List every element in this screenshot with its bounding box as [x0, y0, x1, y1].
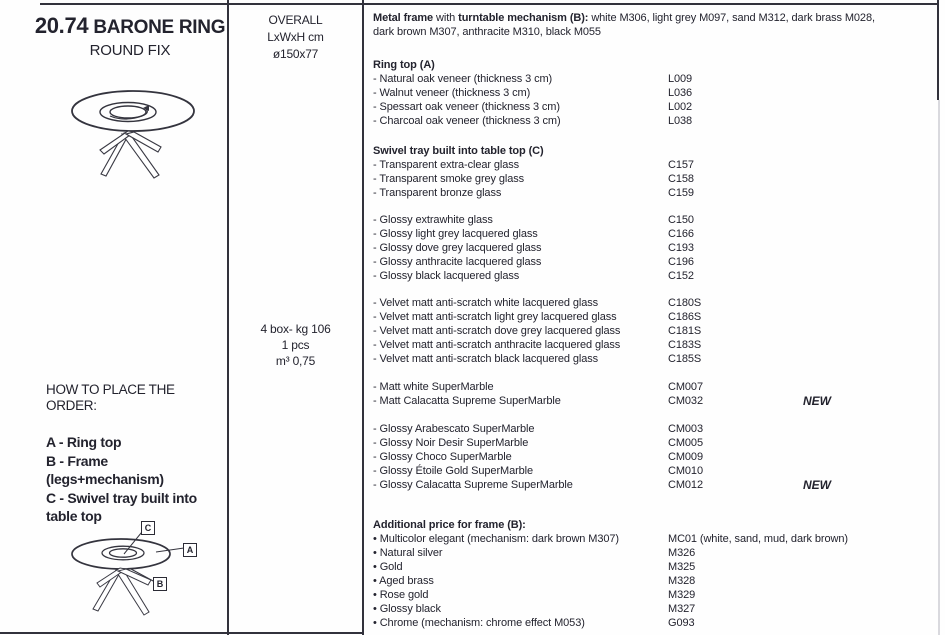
finish-code: M327 [668, 603, 696, 615]
metal-frame-note [364, 11, 918, 39]
price-row [364, 602, 939, 616]
product-subtitle: ROUND FIX [89, 42, 171, 59]
price-row [364, 158, 939, 172]
price-row [364, 352, 939, 366]
finish-code: CM009 [668, 451, 703, 463]
price-row [364, 296, 939, 310]
product-title [20, 13, 240, 39]
finish-code: M326 [668, 547, 696, 559]
column-divider-1 [227, 0, 229, 635]
finish-label: - Glossy extrawhite glass [373, 214, 493, 226]
finish-label: - Transparent extra-clear glass [373, 159, 520, 171]
price-row [364, 227, 939, 241]
finish-label: - Natural oak veneer (thickness 3 cm) [373, 73, 553, 85]
finish-label: - Matt white SuperMarble [373, 381, 494, 393]
section-heading-additional-frame: Additional price for frame (B): [373, 519, 526, 531]
price-row [364, 532, 939, 546]
finish-label: - Transparent smoke grey glass [373, 173, 525, 185]
finish-label: - Glossy light grey lacquered glass [373, 228, 538, 240]
finish-label: - Glossy black lacquered glass [373, 270, 520, 282]
price-row [364, 100, 939, 114]
price-row [364, 186, 939, 200]
finish-label: - Matt Calacatta Supreme SuperMarble [373, 395, 561, 407]
new-badge: NEW [803, 478, 831, 492]
finish-label: - Glossy Étoile Gold SuperMarble [373, 465, 534, 477]
price-row [364, 422, 939, 436]
finish-label: • Natural silver [373, 547, 443, 559]
finish-code: C186S [668, 311, 702, 323]
price-row [364, 338, 939, 352]
finish-code: C157 [668, 159, 694, 171]
frame-note-bold-2: turntable mechanism (B): [458, 12, 589, 24]
finish-label: - Spessart oak veneer (thickness 3 cm) [373, 101, 560, 113]
finish-code: CM007 [668, 381, 703, 393]
overall-dims: ø150x77 [272, 47, 319, 61]
new-badge: NEW [803, 394, 831, 408]
price-row [364, 114, 939, 128]
packing-info [229, 321, 362, 369]
finish-label: - Glossy Noir Desir SuperMarble [373, 437, 529, 449]
finish-label: • Chrome (mechanism: chrome effect M053) [373, 617, 585, 629]
finish-code: L038 [668, 115, 693, 127]
order-instructions [46, 382, 226, 526]
product-title-block [20, 13, 240, 59]
finish-code: C183S [668, 339, 702, 351]
section-heading-ring-top: Ring top (A) [373, 59, 435, 71]
frame-note-reg-1: with [433, 12, 459, 24]
finish-label: • Glossy black [373, 603, 441, 615]
finish-code: C150 [668, 214, 694, 226]
frame-note-bold-1: Metal frame [373, 12, 434, 24]
finish-label: - Walnut veneer (thickness 3 cm) [373, 87, 531, 99]
diagram-label-c: C [141, 521, 155, 535]
bottom-rule [0, 632, 364, 634]
product-name-text: BARONE RING [93, 17, 226, 38]
finish-code: M325 [668, 561, 696, 573]
finish-code: C166 [668, 228, 694, 240]
finish-code: MC01 (white, sand, mud, dark brown) [668, 533, 848, 545]
overall-label: OVERALL [268, 13, 323, 27]
finish-code: CM012 [668, 479, 703, 491]
finish-code: C193 [668, 242, 694, 254]
finish-label: • Rose gold [373, 589, 429, 601]
finish-label: • Multicolor elegant (mechanism: dark brown M307) [373, 533, 619, 545]
finish-label: - Glossy Calacatta Supreme SuperMarble [373, 479, 573, 491]
order-line-c: C - Swivel tray built into [46, 489, 197, 506]
finish-label: - Velvet matt anti-scratch anthracite lacquered glass [373, 339, 621, 351]
order-lines [46, 433, 226, 526]
finish-label: - Velvet matt anti-scratch white lacquered glass [373, 297, 599, 309]
finish-code: L002 [668, 101, 693, 113]
finish-code: L009 [668, 73, 693, 85]
product-number: 20.74 [34, 13, 89, 38]
price-row [364, 436, 939, 450]
finish-code: CM003 [668, 423, 703, 435]
finish-code: C152 [668, 270, 694, 282]
price-row [364, 269, 939, 283]
overall-unit: LxWxH cm [267, 30, 324, 44]
price-row [364, 255, 939, 269]
order-line-c2: table top [46, 508, 102, 524]
order-heading: HOW TO PLACE THE ORDER: [46, 382, 175, 413]
price-row [364, 588, 939, 602]
diagram-label-a: A [183, 543, 197, 557]
finish-code: C185S [668, 353, 702, 365]
price-row [364, 394, 939, 408]
finish-label: • Aged brass [373, 575, 434, 587]
price-row [364, 574, 939, 588]
finish-label: - Velvet matt anti-scratch dove grey lacquered glass [373, 325, 621, 337]
packing-volume: m³ 0,75 [275, 354, 316, 368]
table-line-drawing-top [58, 78, 208, 186]
finish-code: M328 [668, 575, 696, 587]
price-row [364, 616, 939, 630]
finish-label: - Glossy Arabescato SuperMarble [373, 423, 535, 435]
price-row [364, 72, 939, 86]
order-line-b: B - Frame [46, 452, 108, 469]
price-row [364, 310, 939, 324]
finish-label: - Velvet matt anti-scratch black lacquered glass [373, 353, 599, 365]
finish-code: C196 [668, 256, 694, 268]
section-heading-swivel-tray: Swivel tray built into table top (C) [373, 145, 544, 157]
packing-pieces: 1 pcs [281, 338, 310, 352]
finish-label: - Glossy dove grey lacquered glass [373, 242, 542, 254]
finish-code: C181S [668, 325, 702, 337]
finish-code: G093 [668, 617, 695, 629]
price-row [364, 324, 939, 338]
diagram-label-b: B [153, 577, 167, 591]
finish-label: - Transparent bronze glass [373, 187, 502, 199]
finish-code: M329 [668, 589, 696, 601]
finish-label: - Charcoal oak veneer (thickness 3 cm) [373, 115, 561, 127]
price-row [364, 450, 939, 464]
finish-code: CM010 [668, 465, 703, 477]
price-row [364, 172, 939, 186]
frame-note-line-2: dark brown M307, anthracite M310, black M055 [373, 26, 601, 38]
finish-code: C158 [668, 173, 694, 185]
overall-dimensions [229, 12, 362, 63]
finish-code: C159 [668, 187, 694, 199]
price-row [364, 478, 939, 492]
packing-boxes: 4 box- kg 106 [260, 322, 331, 336]
price-row [364, 546, 939, 560]
price-row [364, 241, 939, 255]
finish-code: C180S [668, 297, 702, 309]
finish-code: CM032 [668, 395, 703, 407]
order-line-b2: (legs+mechanism) [46, 471, 164, 487]
order-line-a: A - Ring top [46, 434, 122, 450]
price-row [364, 464, 939, 478]
finish-price-list [364, 0, 939, 630]
finish-code: L036 [668, 87, 693, 99]
price-row [364, 380, 939, 394]
finish-label: - Glossy anthracite lacquered glass [373, 256, 542, 268]
price-row [364, 560, 939, 574]
frame-note-reg-2: white M306, light grey M097, sand M312, dark brass M028, [588, 12, 875, 24]
finish-label: - Velvet matt anti-scratch light grey lacquered glass [373, 311, 617, 323]
finish-label: • Gold [373, 561, 403, 573]
price-row [364, 86, 939, 100]
price-row [364, 213, 939, 227]
finish-code: CM005 [668, 437, 703, 449]
finish-label: - Glossy Choco SuperMarble [373, 451, 512, 463]
